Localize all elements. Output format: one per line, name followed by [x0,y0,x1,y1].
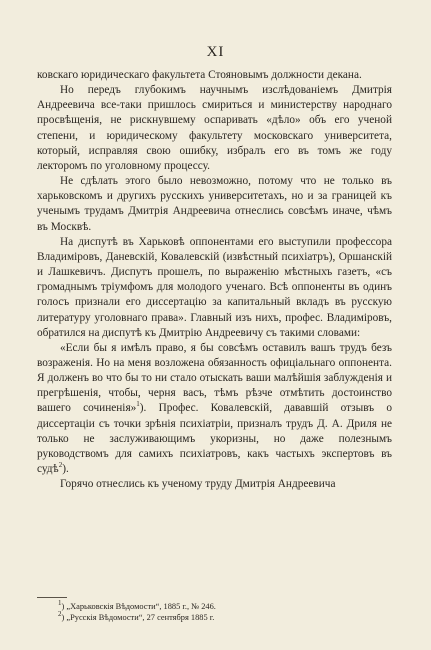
footnote-2 [58,612,398,623]
quote-continuation: ). Профес. Ковалевскій, дававшій отзывъ о диссертаціи съ точки зрѣнія психіатріи, призналъ трудъ Д. А. Дриля не только не заслуживающимъ укоризны, но даже полезнымъ руководствомъ для самихъ психіатровъ, какъ частыхъ экспертовъ въ судѣ [37,402,392,476]
paragraph-last: Горячо отнеслись къ ученому труду Дмитрія Андреевича [60,478,336,491]
quote-end: ). [62,463,69,476]
footnote-mark-1: 1 [58,599,62,608]
page-number: XI [206,44,225,60]
footnote-separator [37,597,67,598]
footnote-1 [58,601,398,612]
footnote-mark-2: 2 [58,610,62,619]
paragraph-4: На диспутѣ въ Харьковѣ оппонентами его выступили профессора Владиміровъ, Даневскій, Ковалевскій (извѣстный психіатръ), Оршанскій и Лашкевичъ. Диспутъ прошелъ, по выраженію мѣстныхъ газетъ, «съ громаднымъ тріумфомъ для молодого ученаго. Всѣ оппоненты въ одинъ голосъ признали его диссертацію за капитальный вкладъ въ русскую литературу уголовнаго права». Главный изъ нихъ, профес. Владиміровъ, обратился на диспутѣ къ Дмитрію Андреевичу съ такими словами: [37,235,392,339]
footnote-ref-2: 2 [58,461,63,470]
footnotes [58,601,398,623]
paragraph-3: Не сдѣлать этого было невозможно, потому что не только въ харьковскомъ и другихъ русскихъ университетахъ, но и за границей къ ученымъ трудамъ Дмитрія Андреевича отнеслись совсѣмъ иначе, чѣмъ въ Москвѣ. [37,175,392,233]
footnote-ref-1: 1 [136,400,140,409]
paragraph-1: ковскаго юридическаго факультета Стояновымъ должности декана. [37,69,362,81]
paragraph-2: Но передъ глубокимъ научнымъ изслѣдованіемъ Дмитрія Андреевича все-таки пришлось смириться и министерству народнаго просвѣщенія, не рискнувшему оспаривать «дѣло» объ его ученой степени, и юридическому факультету московскаго университета, который, исправляя свою ошибку, избралъ его въ томъ же году лекторомъ по уголовному процессу. [37,84,392,172]
quote-text: «Если бы я имѣлъ право, я бы совсѣмъ оставилъ вашъ трудъ безъ возраженія. Но на меня возложена обязанность офиціальнаго оппонента. Я долженъ во что бы то ни стало отыскать ваши малѣйшія заблужденія и прегрѣшенія, чтобы, черня васъ, тѣмъ рѣзче отмѣтить достоинство вашего сочиненія» [37,341,392,415]
footnote-text-1: ) „Харьковскія Вѣдомости“, 1885 г., № 246. [61,602,216,611]
quote-paragraph [37,341,392,477]
footnote-text-2: ) „Русскія Вѣдомости“, 27 сентября 1885 г. [61,613,215,622]
page-body [37,68,392,492]
